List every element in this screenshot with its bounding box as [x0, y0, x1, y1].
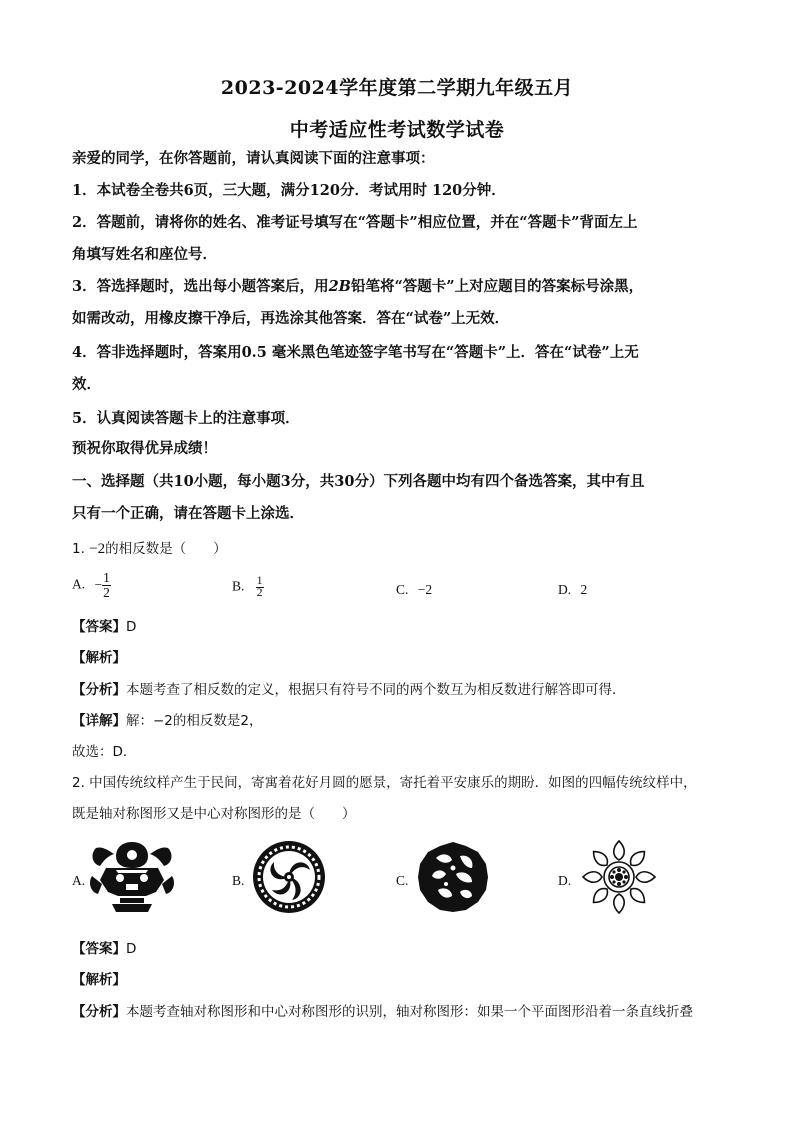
section-1-line-2: 只有一个正确，请在答题卡上涂选．	[72, 505, 304, 522]
q1-fenxi-text: 本题考查了相反数的定义，根据只有符号不同的两个数互为相反数进行解答即可得．	[126, 682, 626, 698]
q2-fenxi-tag: 【分析】	[72, 1004, 126, 1020]
notice-item-3-line-2: 如需改动，用橡皮擦干净后，再选涂其他答案．答在“试卷”上无效．	[72, 310, 510, 327]
q2-option-b-label: B.	[232, 873, 245, 888]
q1-option-b	[232, 576, 264, 599]
title-line-1: 2023-2024学年度第二学期九年级五月	[220, 77, 574, 99]
q1-option-a-sign: −	[94, 576, 103, 592]
q1-option-d-value: 2	[580, 582, 588, 597]
q1-option-b-fraction	[256, 576, 264, 599]
q2-answer-tag: 【答案】	[72, 941, 126, 957]
notice-item-1: 1．本试卷全卷共6页，三大题，满分120分．考试用时 120分钟．	[72, 182, 506, 199]
notice-item-2-line-2: 角填写姓名和座位号．	[72, 246, 217, 263]
q1-choose: 故选：D．	[72, 744, 137, 760]
q1-option-b-den: 2	[256, 587, 263, 599]
q2-option-d-label: D.	[558, 873, 572, 888]
q2-option-c-label: C.	[396, 873, 409, 888]
q1-option-a-label: A.	[72, 576, 86, 592]
q1-option-a	[72, 571, 111, 600]
title-line-2: 中考适应性考试数学试卷	[289, 119, 505, 141]
notice-item-5: 5．认真阅读答题卡上的注意事项．	[72, 410, 300, 427]
q2-analysis-tag: 【解析】	[72, 972, 126, 988]
q1-math: −2	[89, 541, 106, 557]
notice-item-4-line-2: 效．	[72, 376, 101, 393]
q1-option-a-num: 1	[103, 570, 110, 585]
q2-stem-line-2: 既是轴对称图形又是中心对称图形的是（ ）	[72, 806, 356, 822]
q1-option-b-num: 1	[256, 575, 263, 587]
pattern-a-figure	[86, 840, 178, 914]
pencil-grade: 2B	[328, 278, 351, 295]
section-1-line-1: 一、选择题（共10小题，每小题3分，共30分）下列各题中均有四个备选答案，其中有且	[72, 473, 645, 490]
q2-fenxi-text: 本题考查轴对称图形和中心对称图形的识别，轴对称图形：如果一个平面图形沿着一条直线折叠	[126, 1004, 693, 1020]
q1-option-a-fraction	[102, 571, 111, 600]
q1-stem	[72, 540, 732, 558]
q1-analysis-tag: 【解析】	[72, 650, 126, 666]
q1-stem-text: 的相反数是（ ）	[105, 541, 227, 557]
q1-number: 1.	[72, 541, 85, 557]
pattern-d-figure	[580, 838, 658, 916]
q1-fenxi	[72, 681, 732, 699]
q2-answer-value: D	[126, 941, 137, 957]
notice-item-3-text-b: 铅笔将“答题卡”上对应题目的答案标号涂黑，	[350, 278, 644, 295]
q2-option-a-label: A.	[72, 873, 86, 888]
q1-answer	[72, 618, 732, 636]
notice-item-3-text-a: 3．答选择题时，选出每小题答案后，用	[72, 278, 329, 295]
pattern-c-figure	[416, 840, 490, 914]
q1-answer-value: D	[126, 619, 137, 635]
q1-option-c-label: C.	[396, 582, 409, 597]
q1-option-d	[558, 582, 587, 598]
q1-detail-tag: 【详解】	[72, 713, 126, 729]
pattern-b-figure	[252, 840, 326, 914]
q1-option-a-den: 2	[103, 585, 110, 600]
notice-intro: 亲爱的同学，在你答题前，请认真阅读下面的注意事项：	[72, 150, 435, 167]
q1-option-d-label: D.	[558, 582, 572, 597]
q1-option-b-label: B.	[232, 578, 245, 594]
q1-detail-text: 解：−2的相反数是2，	[126, 713, 263, 729]
q1-detail	[72, 712, 732, 730]
notice-item-4-line-1: 4．答非选择题时，答案用0.5 毫米黑色笔迹签字笔书写在“答题卡”上．答在“试卷”上无	[72, 344, 639, 361]
q2-answer	[72, 940, 732, 958]
notice-item-2-line-1: 2．答题前，请将你的姓名、准考证号填写在“答题卡”相应位置，并在“答题卡”背面左上	[72, 214, 638, 231]
q1-option-c-value: −2	[417, 582, 433, 597]
notice-wish: 预祝你取得优异成绩！	[72, 440, 217, 457]
notice-item-3-line-1	[72, 278, 732, 296]
q2-stem-line-1: 2. 中国传统纹样产生于民间，寄寓着花好月圆的愿景，寄托着平安康乐的期盼．如图的四幅传统纹样中，	[72, 775, 697, 791]
q1-fenxi-tag: 【分析】	[72, 682, 126, 698]
q2-fenxi	[72, 1003, 732, 1021]
q1-option-c	[396, 582, 432, 598]
q1-answer-tag: 【答案】	[72, 619, 126, 635]
